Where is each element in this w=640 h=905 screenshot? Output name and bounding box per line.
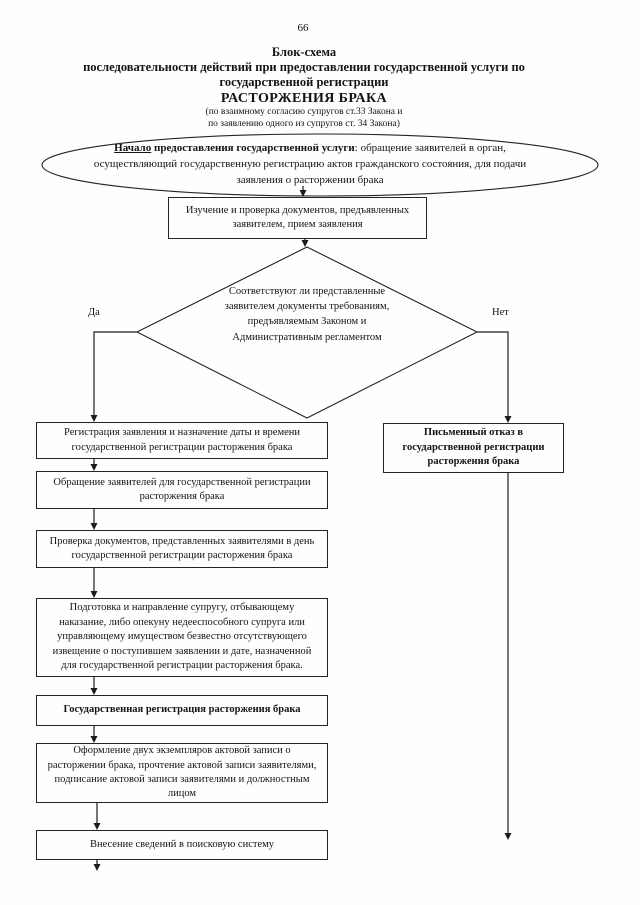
step-review-label: Изучение и проверка документов, предъявленных заявителем, прием заявления [185, 204, 410, 230]
connector-refusal-exit [505, 473, 512, 840]
connector-search-exit [94, 860, 101, 871]
branch-label-yes: Да [88, 307, 100, 318]
connector-record-to-search [94, 803, 101, 830]
title-subtitle: по заявлению одного из супругов ст. 34 Закона) [208, 118, 400, 129]
step-appeal-box [36, 471, 328, 509]
title-subtitle: (по взаимному согласию супругов ст.33 Закона и [205, 107, 403, 117]
decision-label: Соответствуют ли представленные заявителем документы требованиям, предъявляемым Законом и Административным регламентом [224, 286, 390, 343]
title-line: Блок-схема [271, 45, 337, 59]
connector-no-branch [477, 332, 512, 423]
step-notice-box [36, 598, 328, 677]
connector-appeal-to-check [91, 509, 98, 530]
start-oval-lead-underlined: Начало [114, 142, 152, 154]
connector-check-to-notice [91, 568, 98, 598]
start-oval-text: : обращение заявителей в орган, осуществляющий государственную регистрацию актов гражданского состояния, для подачи заявления о расторжении брака [93, 142, 527, 186]
title-line: государственной регистрации [219, 75, 389, 89]
step-review-box [168, 197, 427, 239]
decision-diamond [212, 284, 402, 345]
step-state-registration-box [36, 695, 328, 726]
step-search-system-box [36, 830, 328, 860]
start-oval [85, 141, 535, 189]
title-line: последовательности действий при предоставлении государственной услуги по [83, 60, 525, 74]
step-registration-box [36, 422, 328, 459]
connector-statereg-to-record [91, 726, 98, 743]
refusal-label: Письменный отказ в государственной регистрации расторжения брака [402, 427, 545, 468]
step-search-system-label: Внесение сведений в поисковую систему [89, 838, 275, 850]
step-record-box [36, 743, 328, 803]
step-appeal-label: Обращение заявителей для государственной регистрации расторжения брака [53, 476, 311, 502]
step-state-registration-label: Государственная регистрация расторжения брака [63, 704, 301, 716]
step-check-day-box [36, 530, 328, 568]
connector-yes-branch [91, 332, 138, 422]
refusal-box [383, 423, 564, 473]
page-number: 66 [297, 22, 309, 34]
step-record-label: Оформление двух экземпляров актовой записи о расторжении брака, прочтение актовой записи заявителями, подписание актовой записи заявителями и должностным лицом [47, 745, 317, 800]
step-registration-label: Регистрация заявления и назначение даты и времени государственной регистрации расторжения брака [64, 427, 300, 453]
step-notice-label: Подготовка и направление супругу, отбывающему наказание, либо опекуну недееспособного супруга или управляющему имуществом безвестно отсутствующего извещение о поступившем заявлении и дате, назначенной для государственной регистрации расторжения брака. [52, 602, 312, 672]
start-oval-lead: предоставления государственной услуги [151, 142, 355, 154]
document-title [0, 45, 608, 130]
connector-review-to-decision [302, 239, 309, 247]
branch-label-no: Нет [492, 307, 509, 318]
title-main: РАСТОРЖЕНИЯ БРАКА [220, 91, 388, 106]
connector-notice-to-statereg [91, 677, 98, 695]
step-check-day-label: Проверка документов, представленных заявителями в день государственной регистрации расторжения брака [49, 535, 315, 561]
connector-registration-to-appeal [91, 459, 98, 471]
